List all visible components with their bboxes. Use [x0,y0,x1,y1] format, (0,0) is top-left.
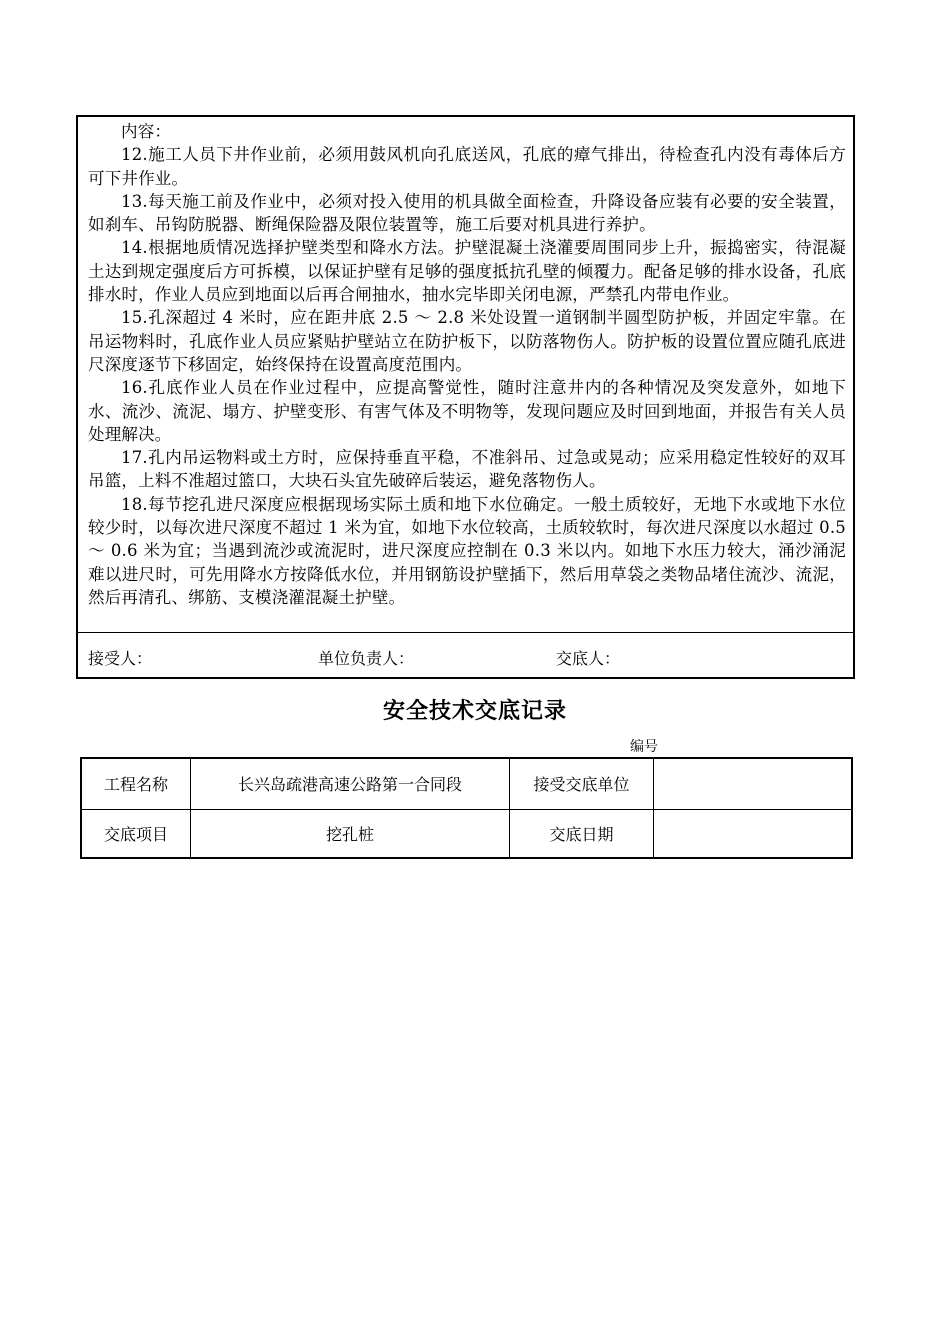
date-label: 交底日期 [510,809,654,858]
date-value [654,809,853,858]
content-item-15: 15.孔深超过 4 米时，应在距井底 2.5 ～ 2.8 米处设置一道钢制半圆型防护板，并固定牢靠。在吊运物料时，孔底作业人员应紧贴护壁站立在防护板下，以防落物伤人。防护板的设置位置应随孔底进尺深度逐节下移固定，始终保持在设置高度范围内。 [88,308,846,374]
table-row [81,809,852,858]
content-item-18: 18.每节挖孔进尺深度应根据现场实际土质和地下水位确定。一般土质较好，无地下水或地下水位较少时，以每次进尺深度不超过 1 米为宜，如地下水位较高，土质较软时，每次进尺深度以水超过 0.5 ～ 0.6 米为宜；当遇到流沙或流泥时，进尺深度应控制在 0.3 米以内。如地下水压力较大，涌沙涌泥难以进尺时，可先用降水方按降低水位，并用钢筋设护壁插下，然后用草袋之类物品堵住流沙、流泥，然后再清孔、绑筋、支模浇灌混凝土护壁。 [88,494,846,607]
project-name-label: 工程名称 [81,758,191,809]
item-label: 交底项目 [81,809,191,858]
serial-label: 编号 [630,739,658,755]
content-item-13: 13.每天施工前及作业中，必须对投入使用的机具做全面检查，升降设备应装有必要的安全装置，如刹车、吊钩防脱器、断绳保险器及限位装置等，施工后要对机具进行养护。 [88,191,846,235]
content-label: 内容： [121,122,172,141]
presenter-label: 交底人： [556,649,621,668]
content-box [76,115,855,679]
signature-row [78,632,853,678]
project-name-value: 长兴岛疏港高速公路第一合同段 [191,758,510,809]
content-item-14: 14.根据地质情况选择护壁类型和降水方法。护壁混凝土浇灌要周围同步上升，振捣密实，待混凝土达到规定强度后方可拆模，以保证护壁有足够的强度抵抗孔壁的倾覆力。配备足够的排水设备，孔底排水时，作业人员应到地面以后再合闸抽水，抽水完毕即关闭电源，严禁孔内带电作业。 [88,238,846,305]
item-value: 挖孔桩 [191,809,510,858]
table-row [81,758,852,809]
receiving-unit-label: 接受交底单位 [510,758,654,809]
content-item-12: 12.施工人员下井作业前，必须用鼓风机向孔底送风，孔底的瘴气排出，待检查孔内没有毒体后方可下井作业。 [88,145,846,188]
content-item-17: 17.孔内吊运物料或土方时，应保持垂直平稳，不准斜吊、过急或晃动；应采用稳定性较好的双耳吊篮，上料不准超过篮口，大块石头宜先破碎后装运，避免落物伤人。 [88,448,846,491]
content-item-16: 16.孔底作业人员在作业过程中，应提高警觉性，随时注意井内的各种情况及突发意外，如地下水、流沙、流泥、塌方、护壁变形、有害气体及不明物等，发现问题应及时回到地面，并报告有关人员处理解决。 [88,378,846,444]
record-title: 安全技术交底记录 [382,698,567,724]
unit-head-label: 单位负责人： [318,649,415,668]
receiver-label: 接受人： [88,649,153,668]
record-info-table [80,757,853,859]
content-text [88,120,846,609]
receiving-unit-value [654,758,853,809]
